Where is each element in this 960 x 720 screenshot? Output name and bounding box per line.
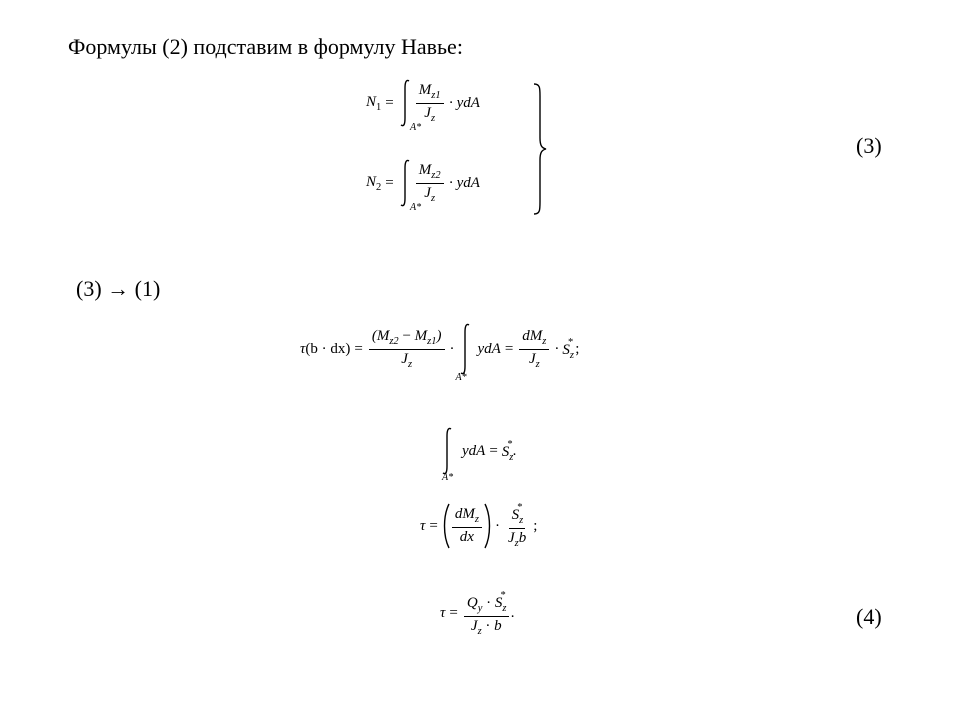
equation-n1: $N_1$ = A* $\frac{M_{z1}}{J_z}$ · ydA	[366, 78, 480, 128]
integral-sign	[398, 158, 422, 213]
fraction-dmz-dx: $\frac{dM_z}{dx}$	[452, 506, 482, 545]
transition-text: (3) → (1)	[76, 276, 161, 301]
integral-sign	[440, 426, 456, 483]
right-paren	[484, 502, 492, 550]
equation-tau-main: τ (b · dx) = $\frac{(M_{z2} - M_{z1})}{J_z}$ · A* ydA = $\frac{dM_z}{J_z}$ · $S_z^*$ ;	[300, 322, 579, 376]
integral-sign	[455, 322, 474, 383]
equation-number-3: (3)	[856, 133, 882, 158]
n2-lhs: $N_2$	[366, 173, 382, 193]
right-brace	[532, 82, 548, 216]
fraction-dmz-jz: $\frac{dM_z}{J_z}$	[519, 328, 549, 370]
fraction-mz1-jz: $\frac{M_{z1}}{J_z}$	[416, 82, 444, 124]
equation-system-3	[366, 78, 556, 218]
equation-zhuravsky: τ = $\frac{Q_y \cdot S_z^*}{J_z \cdot b}$ .	[440, 590, 515, 637]
equation-tau-derivative: τ = $\frac{dM_z}{dx}$ · $\frac{S_z^*}{J_zb}$ ;	[420, 502, 538, 549]
n1-lhs: $N_1$	[366, 93, 382, 113]
left-paren	[442, 502, 450, 550]
domain-label: A*	[410, 202, 422, 213]
equation-number-4: (4)	[856, 604, 882, 629]
integral-sign	[398, 78, 422, 133]
fraction-qy-sz-jz-b: $\frac{Q_y \cdot S_z^*}{J_z \cdot b}$	[464, 590, 509, 637]
fraction-mz2-jz: $\frac{M_{z2}}{J_z}$	[416, 162, 444, 204]
equation-static-moment: A* ydA = $S_z^*$ .	[440, 426, 516, 476]
fraction-delta-m: $\frac{(M_{z2} - M_{z1})}{J_z}$	[369, 328, 445, 370]
equation-n2: $N_2$ = A* $\frac{M_{z2}}{J_z}$ · ydA	[366, 158, 480, 208]
domain-label: A*	[442, 472, 454, 483]
fraction-sz-jzb: $\frac{S_z^*}{J_zb}$	[507, 502, 527, 549]
domain-label: A*	[410, 122, 422, 133]
heading-text: Формулы (2) подставим в формулу Навье:	[68, 34, 463, 59]
domain-label: A*	[455, 372, 467, 383]
